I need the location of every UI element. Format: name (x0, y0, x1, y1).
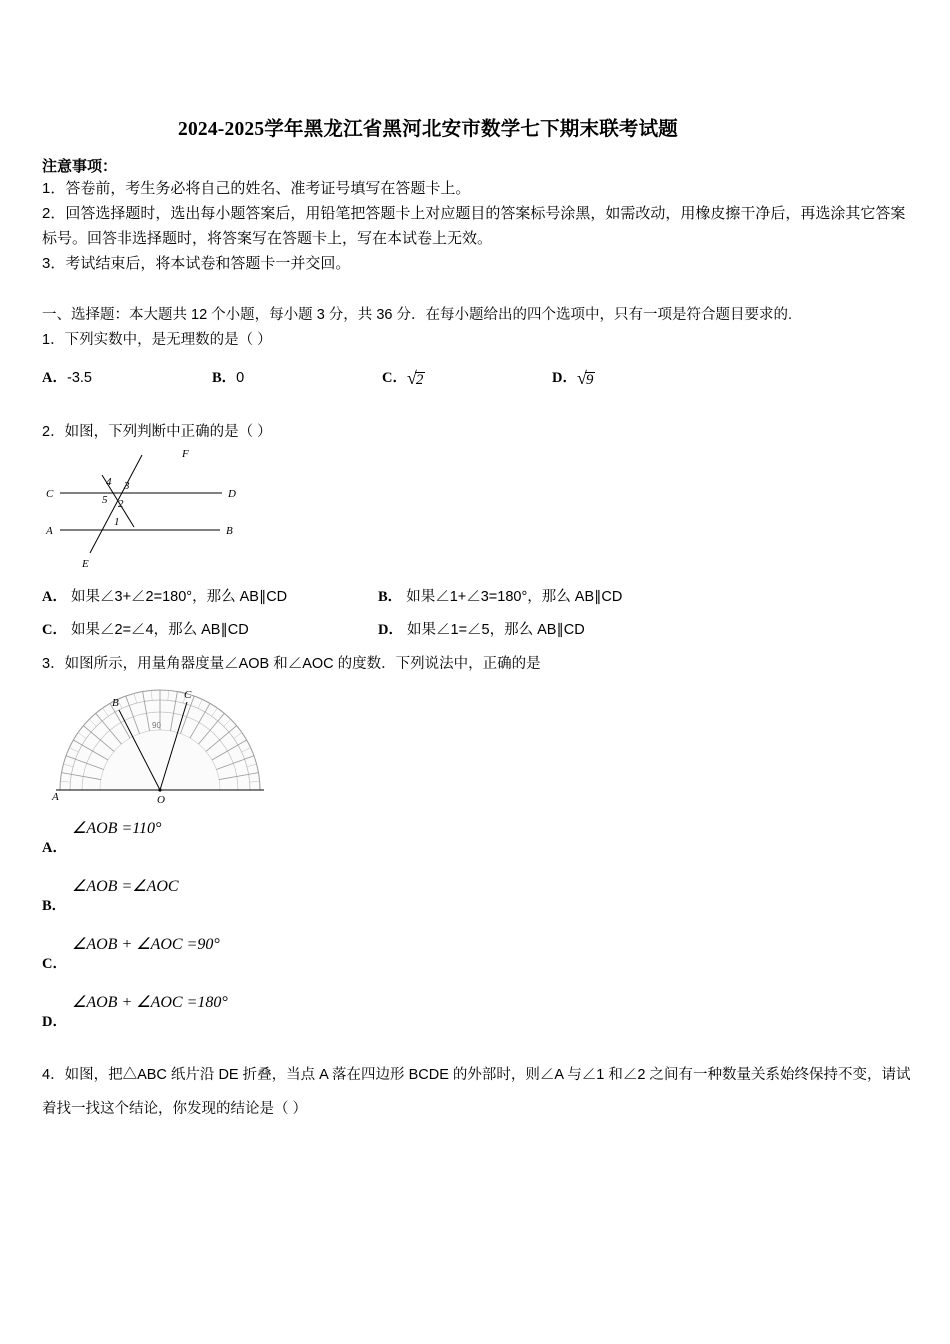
option-a-label: A． (42, 370, 67, 386)
radical-sign-icon: √ (576, 368, 587, 388)
question-1-option-d (552, 366, 595, 389)
option-b-label: B． (42, 898, 67, 914)
question-3-figure (50, 678, 270, 813)
option-a-expression: ∠AOB =110° (72, 820, 162, 837)
question-3-option-c (42, 934, 922, 992)
question-4-text: 如图，把△ABC 纸片沿 DE 折叠，当点 A 落在四边形 BCDE 的外部时，则∠A 与∠1 和∠2 之间有一种数量关系始终保持不变，请试着找一找这个结论，你发现的结论是（ ） (42, 1067, 911, 1117)
question-1-option-c (382, 366, 425, 389)
figure-label-A: A (46, 525, 53, 537)
option-a-text: 如果∠3+∠2=180°，那么 AB∥CD (71, 589, 288, 605)
option-c-text: 如果∠2=∠4，那么 AB∥CD (71, 622, 249, 638)
question-3-stem (42, 652, 541, 673)
question-2-option-b (378, 585, 622, 606)
question-1-option-a (42, 366, 92, 387)
figure-label-D: D (228, 488, 236, 500)
option-b-text: 0 (236, 370, 245, 386)
sqrt-expression-c (407, 368, 425, 389)
parallel-lines-diagram (42, 445, 252, 575)
question-3-option-b (42, 876, 922, 934)
figure-label-A: A (52, 791, 59, 803)
option-c-label: C． (42, 956, 67, 972)
notice-list (42, 176, 914, 276)
radicand-c: 2 (415, 372, 424, 388)
question-2-options (42, 585, 922, 651)
question-4-stem (42, 1058, 920, 1126)
question-2-figure (42, 445, 252, 575)
option-d-expression: ∠AOB + ∠AOC =180° (72, 994, 228, 1011)
option-c-label: C． (42, 622, 67, 638)
figure-label-5: 5 (102, 494, 108, 506)
notice-item-3: 3．考试结束后，将本试卷和答题卡一并交回。 (42, 255, 351, 272)
question-2-options-row-1 (42, 585, 922, 618)
option-a-label: A． (42, 840, 67, 856)
question-2-option-d (378, 618, 585, 639)
option-c-label: C． (382, 370, 407, 386)
option-d-label: D． (42, 1014, 67, 1030)
question-3-text: 如图所示，用量角器度量∠AOB 和∠AOC 的度数．下列说法中，正确的是 (64, 656, 541, 672)
figure-label-4: 4 (106, 476, 112, 488)
option-b-label: B． (212, 370, 237, 386)
radicand-d: 9 (585, 372, 594, 388)
figure-label-2: 2 (118, 498, 124, 510)
radical-sign-icon: √ (406, 368, 417, 388)
figure-label-B: B (112, 697, 119, 709)
figure-label-C: C (46, 488, 54, 500)
question-2-option-a (42, 585, 287, 606)
option-a-text: -3.5 (66, 370, 92, 386)
section-heading: 一、选择题：本大题共 12 个小题，每小题 3 分，共 36 分．在每小题给出的四个选项中，只有一项是符合题目要求的. (42, 307, 793, 323)
figure-label-3: 3 (124, 480, 130, 492)
protractor-diagram (50, 678, 270, 813)
figure-label-F: F (182, 448, 189, 460)
question-3-options (42, 818, 922, 1050)
option-d-text: 如果∠1=∠5，那么 AB∥CD (407, 622, 585, 638)
option-d-label: D． (378, 622, 403, 638)
question-3-option-a (42, 818, 922, 876)
notice-item-2: 2．回答选择题时，选出每小题答案后，用铅笔把答题卡上对应题目的答案标号涂黑，如需改动，用橡皮擦干净后，再选涂其它答案标号。回答非选择题时，将答案写在答题卡上，写在本试卷上无效。 (42, 205, 906, 247)
question-2-option-c (42, 618, 249, 639)
question-2-number: 2． (42, 424, 65, 440)
question-2-options-row-2 (42, 618, 922, 651)
option-b-expression: ∠AOB =∠AOC (72, 878, 179, 895)
question-4-number: 4． (42, 1067, 65, 1083)
option-d-label: D． (552, 370, 577, 386)
sqrt-expression-d (577, 368, 595, 389)
option-b-text: 如果∠1+∠3=180°，那么 AB∥CD (406, 589, 623, 605)
figure-label-O: O (157, 794, 165, 806)
figure-label-C: C (184, 689, 192, 701)
question-3-number: 3． (42, 656, 65, 672)
question-1-text: 下列实数中，是无理数的是（ ） (64, 332, 272, 348)
figure-label-B: B (226, 525, 233, 537)
question-2-stem (42, 420, 272, 441)
page-title: 2024-2025学年黑龙江省黑河北安市数学七下期末联考试题 (178, 119, 678, 140)
option-c-expression: ∠AOB + ∠AOC =90° (72, 936, 220, 953)
question-2-text: 如图，下列判断中正确的是（ ） (64, 424, 272, 440)
question-3-option-d (42, 992, 922, 1050)
figure-label-E: E (82, 558, 89, 570)
question-1-option-b (212, 366, 244, 387)
option-a-label: A． (42, 589, 67, 605)
notice-item-1: 1．答卷前，考生务必将自己的姓名、准考证号填写在答题卡上。 (42, 180, 471, 197)
question-1-stem (42, 328, 272, 349)
figure-label-90: 90 (152, 721, 161, 730)
option-b-label: B． (378, 589, 403, 605)
question-1-number: 1． (42, 332, 65, 348)
notice-heading: 注意事项： (42, 158, 118, 175)
figure-label-1: 1 (114, 516, 120, 528)
